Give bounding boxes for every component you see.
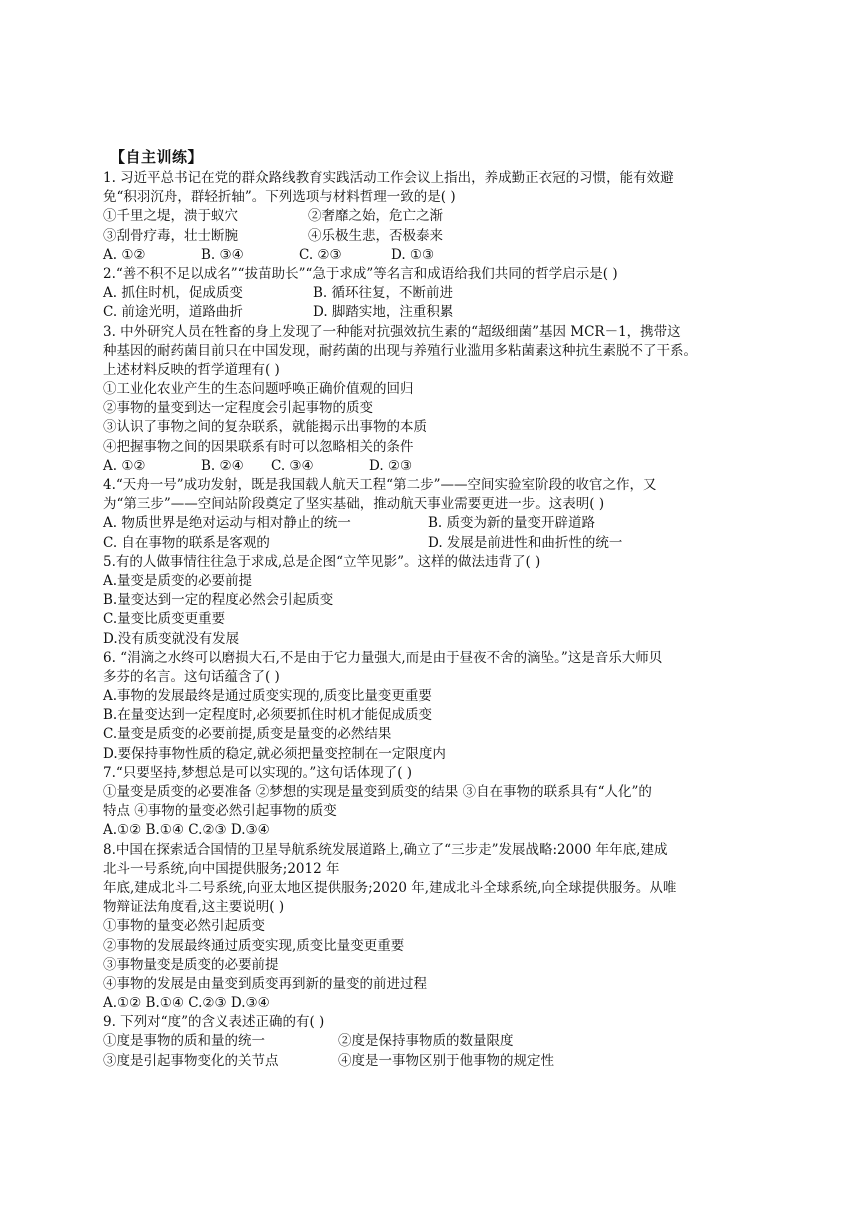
question-9 xyxy=(103,1013,763,1071)
question-8-stem-line-3: 年底,建成北斗二号系统,向亚太地区提供服务;2020 年,建成北斗全球系统,向全球提供服务。从唯 xyxy=(103,879,677,896)
question-1-stem-line-1: 1. 习近平总书记在党的群众路线教育实践活动工作会议上指出，养成勤正衣冠的习惯，能有效避 xyxy=(103,170,674,186)
question-9-options-row-1 xyxy=(103,1032,763,1051)
question-7-choices: A.①② B.①④ C.②③ D.③④ xyxy=(103,822,270,839)
question-4-choice-b: B. 质变为新的量变开辟道路 xyxy=(428,515,596,532)
question-2-stem: 2.“善不积不足以成名”“拔苗助长”“急于求成”等名言和成语给我们共同的哲学启示是( ) xyxy=(103,265,618,282)
question-3-option-2: ②事物的量变到达一定程度会引起事物的质变 xyxy=(103,400,373,417)
question-9-option-2: ②度是保持事物质的数量限度 xyxy=(338,1033,514,1050)
question-5-stem: 5.有的人做事情往往急于求成,总是企图“立竿见影”。这样的做法违背了( ) xyxy=(103,553,541,570)
question-7-stem: 7.“只要坚持,梦想总是可以实现的。”这句话体现了( ) xyxy=(103,764,413,781)
question-1-options-row-2 xyxy=(103,227,763,246)
question-8-stem-line-1: 8.中国在探索适合国情的卫星导航系统发展道路上,确立了“三步走”发展战略:2000 年年底,建成 xyxy=(103,841,668,858)
question-8-stem-line-2: 北斗一号系统,向中国提供服务;2012 年 xyxy=(103,860,340,877)
question-7 xyxy=(103,764,763,841)
question-3-option-1: ①工业化农业产生的生态问题呼唤正确价值观的回归 xyxy=(103,381,414,398)
question-1-option-3: ③刮骨疗毒，壮士断腕 xyxy=(103,227,238,244)
question-1-options-row-1 xyxy=(103,207,763,226)
question-7-options-line-1: ①量变是质变的必要准备 ②梦想的实现是量变到质变的结果 ③自在事物的联系具有“人化”的 xyxy=(103,784,652,800)
question-1-option-1: ①千里之堤，溃于蚁穴 xyxy=(103,208,238,225)
question-2-choices-row-1 xyxy=(103,284,763,303)
question-1-option-2: ②奢靡之始，危亡之渐 xyxy=(308,208,443,225)
question-3-choice-a: A. ①② xyxy=(103,457,146,474)
question-4-choices-row-1 xyxy=(103,514,763,533)
question-4-stem-line-1: 4.“天舟一号”成功发射，既是我国载人航天工程“第二步”——空间实验室阶段的收官之作，又 xyxy=(103,477,657,493)
question-1-stem-line-2: 免“积羽沉舟，群轻折轴”。下列选项与材料哲理一致的是( ) xyxy=(103,189,456,206)
question-3-stem-line-1: 3. 中外研究人员在牲畜的身上发现了一种能对抗强效抗生素的“超级细菌”基因 MCR－1，携带这 xyxy=(103,323,681,340)
question-8-option-4: ④事物的发展是由量变到质变再到新的量变的前进过程 xyxy=(103,975,427,992)
question-3 xyxy=(103,323,763,477)
question-1-choice-c: C. ②③ xyxy=(299,246,342,263)
question-2-choices-row-2 xyxy=(103,303,763,322)
question-2-choice-d: D. 脚踏实地，注重积累 xyxy=(313,304,454,321)
question-1-choice-b: B. ③④ xyxy=(201,246,244,263)
question-6-choice-a: A.事物的发展最终是通过质变实现的,质变比量变更重要 xyxy=(103,688,432,705)
question-2-choice-c: C. 前途光明，道路曲折 xyxy=(103,304,243,321)
question-1-option-4: ④乐极生悲，否极泰来 xyxy=(308,227,443,244)
question-list xyxy=(103,169,763,1071)
question-4-choice-d: D. 发展是前进性和曲折性的统一 xyxy=(428,534,623,551)
question-9-options-row-2 xyxy=(103,1052,763,1071)
question-6-choice-d: D.要保持事物性质的稳定,就必须把量变控制在一定限度内 xyxy=(103,745,446,762)
question-6 xyxy=(103,649,763,764)
question-2-choice-a: A. 抓住时机，促成质变 xyxy=(103,285,243,302)
question-6-stem-line-2: 多芬的名言。这句话蕴含了( ) xyxy=(103,668,280,685)
question-8-choices: A.①② B.①④ C.②③ D.③④ xyxy=(103,995,270,1012)
question-1-choices xyxy=(103,246,763,265)
question-8-option-2: ②事物的发展最终通过质变实现,质变比量变更重要 xyxy=(103,937,405,954)
question-6-stem-line-1: 6. “涓滴之水终可以磨损大石,不是由于它力量强大,而是由于昼夜不舍的滴坠。”这是音乐大师贝 xyxy=(103,649,663,666)
question-4-choices-row-2 xyxy=(103,534,763,553)
question-3-choice-c: C. ③④ xyxy=(271,457,314,474)
question-5-choice-d: D.没有质变就没有发展 xyxy=(103,630,240,647)
question-4-choice-a: A. 物质世界是绝对运动与相对静止的统一 xyxy=(103,515,351,532)
question-5 xyxy=(103,553,763,649)
question-6-choice-b: B.在量变达到一定程度时,必须要抓住时机才能促成质变 xyxy=(103,707,433,724)
section-title: 【自主训练】 xyxy=(110,148,204,166)
question-7-options-line-2: 特点 ④事物的量变必然引起事物的质变 xyxy=(103,803,337,820)
question-4-choice-c: C. 自在事物的联系是客观的 xyxy=(103,534,270,551)
question-8-option-1: ①事物的量变必然引起质变 xyxy=(103,918,265,935)
question-9-option-3: ③度是引起事物变化的关节点 xyxy=(103,1052,279,1069)
question-2 xyxy=(103,265,763,323)
question-9-option-1: ①度是事物的质和量的统一 xyxy=(103,1033,265,1050)
question-8-stem-line-4: 物辩证法角度看,这主要说明( ) xyxy=(103,899,285,916)
question-3-choice-d: D. ②③ xyxy=(369,457,413,474)
question-2-choice-b: B. 循环往复，不断前进 xyxy=(313,285,454,302)
question-9-stem: 9. 下列对“度”的含义表述正确的有( ) xyxy=(103,1014,325,1031)
question-5-choice-a: A.量变是质变的必要前提 xyxy=(103,572,253,589)
question-3-option-4: ④把握事物之间的因果联系有时可以忽略相关的条件 xyxy=(103,438,414,455)
question-5-choice-b: B.量变达到一定的程度必然会引起质变 xyxy=(103,592,334,609)
question-9-option-4: ④度是一事物区别于他事物的规定性 xyxy=(338,1052,554,1069)
question-1-choice-a: A. ①② xyxy=(103,246,146,263)
question-8 xyxy=(103,841,763,1014)
question-4-stem-line-2: 为“第三步”——空间站阶段奠定了坚实基础，推动航天事业需要更进一步。这表明( ) xyxy=(103,496,605,513)
question-3-stem-line-2: 种基因的耐药菌目前只在中国发现，耐药菌的出现与养殖行业滥用多粘菌素这种抗生素脱不了干系。 xyxy=(103,342,697,359)
question-8-option-3: ③事物量变是质变的必要前提 xyxy=(103,956,279,973)
question-6-choice-c: C.量变是质变的必要前提,质变是量变的必然结果 xyxy=(103,726,392,743)
question-4 xyxy=(103,476,763,553)
question-3-choices xyxy=(103,457,763,476)
question-3-stem-line-3: 上述材料反映的哲学道理有( ) xyxy=(103,361,280,378)
question-1-choice-d: D. ①③ xyxy=(391,246,435,263)
question-3-option-3: ③认识了事物之间的复杂联系，就能揭示出事物的本质 xyxy=(103,419,427,436)
question-5-choice-c: C.量变比质变更重要 xyxy=(103,611,226,628)
question-3-choice-b: B. ②④ xyxy=(201,457,244,474)
question-1 xyxy=(103,169,763,265)
